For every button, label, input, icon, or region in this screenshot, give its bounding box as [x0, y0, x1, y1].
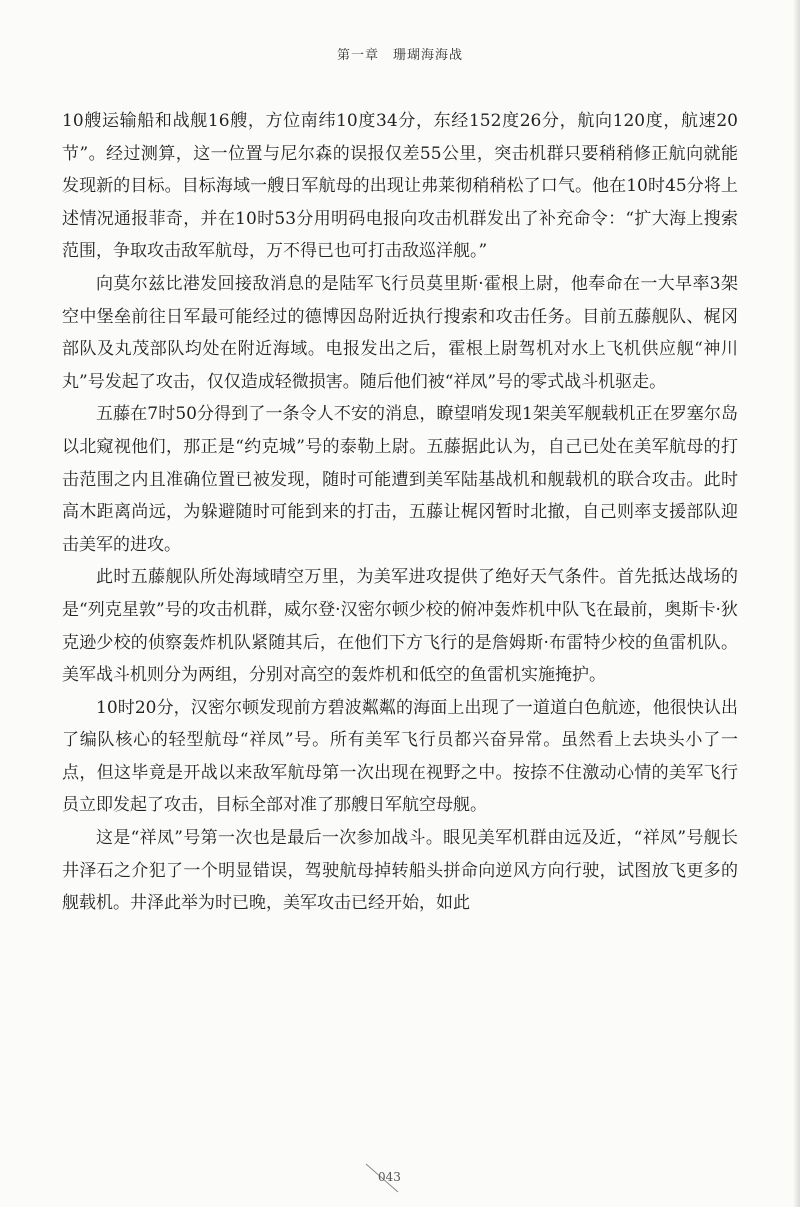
- paragraph: 10时20分，汉密尔顿发现前方碧波粼粼的海面上出现了一道道白色航迹，他很快认出了编队核心的轻型航母“祥凤”号。所有美军飞行员都兴奋异常。虽然看上去块头小了一点，但这毕竟是开战以来敌军航母第一次出现在视野之中。按捺不住激动心情的美军飞行员立即发起了攻击，目标全部对准了那艘日军航空母舰。: [62, 697, 738, 816]
- page-number: 043: [378, 1170, 401, 1184]
- paragraph: 向莫尔兹比港发回接敌消息的是陆军飞行员莫里斯·霍根上尉，他奉命在一大早率3架空中堡垒前往日军最可能经过的德博因岛附近执行搜索和攻击任务。目前五藤舰队、梶冈部队及丸茂部队均处在附近海域。电报发出之后，霍根上尉驾机对水上飞机供应舰“神川丸”号发起了攻击，仅仅造成轻微损害。随后他们被“祥凤”号的零式战斗机驱走。: [62, 273, 738, 392]
- running-header: [0, 44, 800, 63]
- page-number-block: [352, 1162, 432, 1202]
- paragraph: 10艘运输船和战舰16艘，方位南纬10度34分，东经152度26分，航向120度，航速20节”。经过测算，这一位置与尼尔森的误报仅差55公里，突击机群只要稍稍修正航向就能发现新的目标。目标海域一艘日军航母的出现让弗莱彻稍稍松了口气。他在10时45分将上述情况通报菲奇，并在10时53分用明码电报向攻击机群发出了补充命令：“扩大海上搜索范围，争取攻击敌军航母，万不得已也可打击敌巡洋舰。”: [62, 111, 738, 262]
- chapter-title: 珊瑚海海战: [393, 48, 464, 63]
- paragraph: 此时五藤舰队所处海域晴空万里，为美军进攻提供了绝好天气条件。首先抵达战场的是“列克星敦”号的攻击机群，威尔登·汉密尔顿少校的俯冲轰炸机中队飞在最前，奥斯卡·狄克逊少校的侦察轰炸机队紧随其后，在他们下方飞行的是詹姆斯·布雷特少校的鱼雷机队。美军战斗机则分为两组，分别对高空的轰炸机和低空的鱼雷机实施掩护。: [62, 567, 738, 686]
- body-text: [62, 105, 738, 920]
- page-edge-shadow: [794, 0, 800, 1207]
- paragraph: 这是“祥凤”号第一次也是最后一次参加战斗。眼见美军机群由远及近，“祥凤”号舰长井泽石之介犯了一个明显错误，驾驶航母掉转船头拼命向逆风方向行驶，试图放飞更多的舰载机。井泽此举为时已晚，美军攻击已经开始，如此: [62, 828, 738, 914]
- paragraph: 五藤在7时50分得到了一条令人不安的消息，瞭望哨发现1架美军舰载机正在罗塞尔岛以北窥视他们，那正是“约克城”号的泰勒上尉。五藤据此认为，自己已处在美军航母的打击范围之内且准确位置已被发现，随时可能遭到美军陆基战机和舰载机的联合攻击。此时高木距离尚远，为躲避随时可能到来的打击，五藤让梶冈暂时北撤，自己则率支援部队迎击美军的进攻。: [62, 404, 738, 555]
- chapter-label: 第一章: [336, 48, 379, 63]
